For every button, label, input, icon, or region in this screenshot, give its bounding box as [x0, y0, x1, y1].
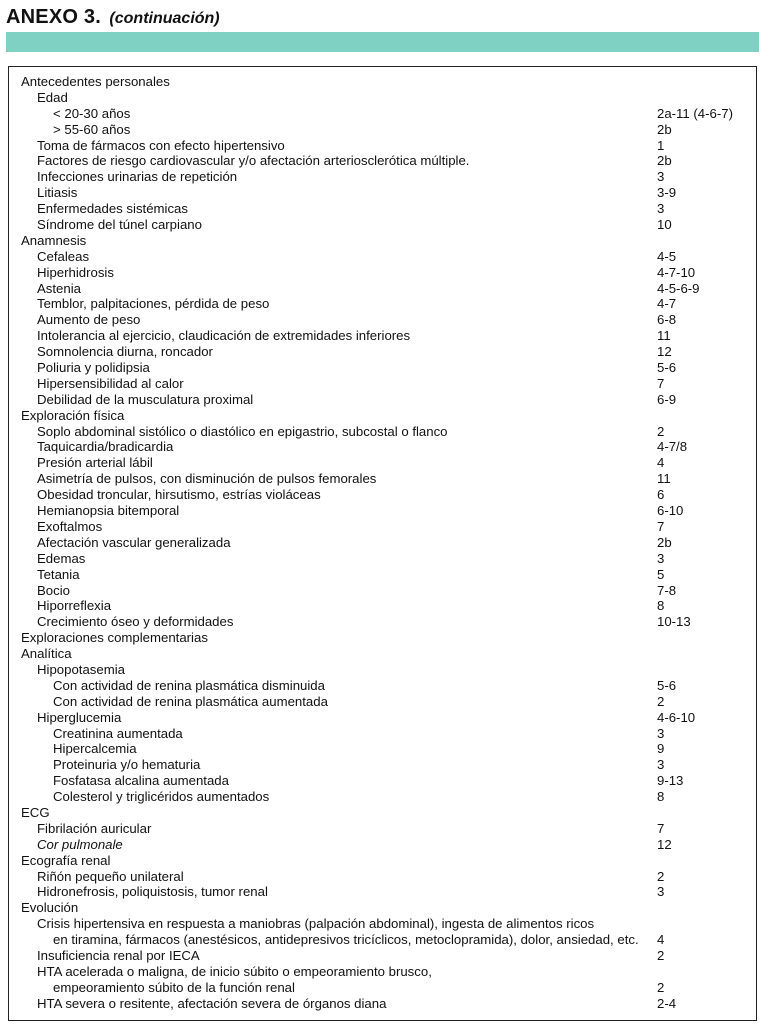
table-row	[21, 265, 749, 281]
row-value: 2-4	[657, 995, 677, 1011]
table-row	[21, 312, 749, 328]
page-heading	[6, 6, 220, 30]
row-label: ECG	[21, 804, 50, 820]
row-label: Hiporreflexia	[37, 598, 112, 614]
row-label: Litiasis	[37, 185, 78, 201]
row-value: 2	[657, 423, 665, 439]
row-label: Hiperglucemia	[37, 709, 122, 725]
row-label: > 55-60 años	[53, 121, 131, 137]
table-row	[21, 996, 749, 1012]
row-value: 11	[657, 471, 671, 487]
table-row	[21, 646, 749, 662]
table-row	[21, 630, 749, 646]
table-row	[21, 805, 749, 821]
row-label: HTA acelerada o maligna, de inicio súbito o empeoramiento brusco,	[37, 963, 432, 979]
row-label: Edemas	[37, 550, 86, 566]
row-value: 4-7-10	[657, 264, 696, 280]
row-value: 3	[657, 725, 665, 741]
row-label: Hipersensibilidad al calor	[37, 375, 184, 391]
table-row	[21, 455, 749, 471]
table-row	[21, 153, 749, 169]
row-value: 4	[657, 455, 665, 471]
row-label: Cefaleas	[37, 248, 90, 264]
row-label: Tetania	[37, 566, 80, 582]
table-row	[21, 853, 749, 869]
table-row	[21, 980, 749, 996]
row-label: Con actividad de renina plasmática disminuida	[53, 677, 325, 693]
row-label: Riñón pequeño unilateral	[37, 868, 184, 884]
row-value: 4	[657, 932, 665, 948]
table-row	[21, 281, 749, 297]
row-value: 10	[657, 217, 672, 233]
row-value: 5	[657, 566, 665, 582]
row-value: 8	[657, 598, 665, 614]
row-label: Evolución	[21, 900, 79, 916]
table-row	[21, 249, 749, 265]
row-value: 7	[657, 518, 665, 534]
table-row	[21, 503, 749, 519]
table-row	[21, 583, 749, 599]
row-label: Crisis hipertensiva en respuesta a maniobras (palpación abdominal), ingesta de alimentos ricos	[37, 916, 595, 932]
row-label: Taquicardia/bradicardia	[37, 439, 174, 455]
table-row	[21, 694, 749, 710]
table-row	[21, 614, 749, 630]
row-value: 4-7	[657, 296, 677, 312]
table-row	[21, 789, 749, 805]
row-label: Antecedentes personales	[21, 74, 170, 89]
row-value: 3	[657, 757, 665, 773]
row-value: 3	[657, 550, 665, 566]
table-row	[21, 757, 749, 773]
table-row	[21, 201, 749, 217]
row-value: 2	[657, 947, 665, 963]
table-row	[21, 948, 749, 964]
header-color-band	[6, 32, 759, 52]
table-row	[21, 726, 749, 742]
table-row	[21, 869, 749, 885]
table-row	[21, 328, 749, 344]
row-label: Bocio	[37, 582, 70, 598]
table-row	[21, 233, 749, 249]
row-value: 8	[657, 789, 665, 805]
row-label: Fosfatasa alcalina aumentada	[53, 773, 229, 789]
table-row	[21, 551, 749, 567]
row-value: 6-10	[657, 503, 684, 519]
row-value: 2	[657, 693, 665, 709]
table-row	[21, 598, 749, 614]
table-row	[21, 376, 749, 392]
table-row	[21, 360, 749, 376]
row-value: 2b	[657, 534, 672, 550]
row-label: Anamnesis	[21, 232, 87, 248]
row-value: 10-13	[657, 614, 691, 630]
row-value: 9	[657, 741, 665, 757]
row-value: 6	[657, 487, 665, 503]
row-label: Aumento de peso	[37, 312, 141, 328]
row-label: Exploraciones complementarias	[21, 630, 208, 646]
row-value: 3	[657, 884, 665, 900]
table-row	[21, 916, 749, 932]
row-label: Exoftalmos	[37, 518, 103, 534]
row-value: 4-7/8	[657, 439, 688, 455]
row-value: 2a-11 (4-6-7)	[657, 105, 733, 121]
row-label: Somnolencia diurna, roncador	[37, 344, 213, 360]
row-value: 12	[657, 344, 672, 360]
table-row	[21, 424, 749, 440]
row-value: 3-9	[657, 185, 677, 201]
table-row	[21, 773, 749, 789]
row-label: Exploración física	[21, 407, 125, 423]
table-row	[21, 122, 749, 138]
row-value: 7	[657, 820, 665, 836]
row-label: Debilidad de la musculatura proximal	[37, 391, 254, 407]
table-row	[21, 74, 749, 90]
annex-subtitle: (continuación)	[109, 10, 220, 27]
table-row	[21, 662, 749, 678]
table-row	[21, 344, 749, 360]
row-value: 3	[657, 201, 665, 217]
table-row	[21, 519, 749, 535]
table-row	[21, 90, 749, 106]
row-label: Astenia	[37, 280, 81, 296]
table-row	[21, 217, 749, 233]
row-value: 6-8	[657, 312, 677, 328]
row-label: Hipercalcemia	[53, 741, 137, 757]
row-label: Toma de fármacos con efecto hipertensivo	[37, 137, 285, 153]
row-label: en tiramina, fármacos (anestésicos, antidepresivos tricíclicos, metoclopramida), dolor, ansiedad, etc.	[53, 932, 639, 948]
row-value: 6-9	[657, 391, 677, 407]
row-value: 5-6	[657, 677, 677, 693]
row-value: 4-5-6-9	[657, 280, 700, 296]
row-label: Temblor, palpitaciones, pérdida de peso	[37, 296, 270, 312]
row-label: Infecciones urinarias de repetición	[37, 169, 238, 185]
table-row	[21, 296, 749, 312]
row-value: 2b	[657, 121, 672, 137]
row-label: Hiperhidrosis	[37, 264, 114, 280]
table-row	[21, 567, 749, 583]
row-label: Intolerancia al ejercicio, claudicación de extremidades inferiores	[37, 328, 411, 344]
row-label: Analítica	[21, 646, 72, 662]
row-label: Con actividad de renina plasmática aumentada	[53, 693, 328, 709]
row-value: 12	[657, 836, 672, 852]
row-label: Colesterol y triglicéridos aumentados	[53, 789, 270, 805]
row-value: 3	[657, 169, 665, 185]
table-row	[21, 900, 749, 916]
row-value: 4-5	[657, 248, 677, 264]
table-row	[21, 964, 749, 980]
row-label: Hipopotasemia	[37, 661, 125, 677]
table-row	[21, 185, 749, 201]
row-label: Poliuria y polidipsia	[37, 360, 150, 376]
table-row	[21, 741, 749, 757]
annex-title: ANEXO 3.	[6, 6, 101, 28]
row-label: Factores de riesgo cardiovascular y/o afectación arteriosclerótica múltiple.	[37, 153, 470, 169]
row-value: 9-13	[657, 773, 684, 789]
row-value: 2	[657, 868, 665, 884]
table-row	[21, 535, 749, 551]
row-value: 5-6	[657, 360, 677, 376]
table-row	[21, 138, 749, 154]
row-value: 4-6-10	[657, 709, 696, 725]
table-row	[21, 471, 749, 487]
row-label: Asimetría de pulsos, con disminución de pulsos femorales	[37, 471, 377, 487]
row-label: Insuficiencia renal por IECA	[37, 947, 200, 963]
row-label: Fibrilación auricular	[37, 820, 152, 836]
table-row	[21, 678, 749, 694]
table-row	[21, 710, 749, 726]
table-rows	[21, 74, 749, 1012]
table-row	[21, 392, 749, 408]
row-label: Ecografía renal	[21, 852, 111, 868]
row-label: HTA severa o resitente, afectación severa de órganos diana	[37, 995, 387, 1011]
row-label: Edad	[37, 89, 68, 105]
row-label: < 20-30 años	[53, 105, 131, 121]
row-value: 2	[657, 979, 665, 995]
table-row	[21, 821, 749, 837]
row-label: Crecimiento óseo y deformidades	[37, 614, 234, 630]
row-value: 11	[657, 328, 671, 344]
table-row	[21, 487, 749, 503]
table-row	[21, 169, 749, 185]
table-row	[21, 408, 749, 424]
row-label: Enfermedades sistémicas	[37, 201, 188, 217]
row-label: Creatinina aumentada	[53, 725, 183, 741]
row-value: 1	[657, 137, 665, 153]
row-label: Hidronefrosis, poliquistosis, tumor renal	[37, 884, 268, 900]
table-row	[21, 932, 749, 948]
row-label: Presión arterial lábil	[37, 455, 153, 471]
row-value: 2b	[657, 153, 672, 169]
row-label: empeoramiento súbito de la función renal	[53, 979, 295, 995]
row-label: Cor pulmonale	[37, 836, 123, 852]
table-row	[21, 837, 749, 853]
row-label: Soplo abdominal sistólico o diastólico en epigastrio, subcostal o flanco	[37, 423, 448, 439]
content-table	[8, 66, 757, 1021]
row-label: Síndrome del túnel carpiano	[37, 217, 202, 233]
row-label: Afectación vascular generalizada	[37, 534, 231, 550]
row-value: 7	[657, 375, 665, 391]
row-label: Hemianopsia bitemporal	[37, 503, 180, 519]
table-row	[21, 106, 749, 122]
table-row	[21, 884, 749, 900]
row-label: Proteinuria y/o hematuria	[53, 757, 201, 773]
table-row	[21, 439, 749, 455]
row-value: 7-8	[657, 582, 677, 598]
row-label: Obesidad troncular, hirsutismo, estrías violáceas	[37, 487, 321, 503]
